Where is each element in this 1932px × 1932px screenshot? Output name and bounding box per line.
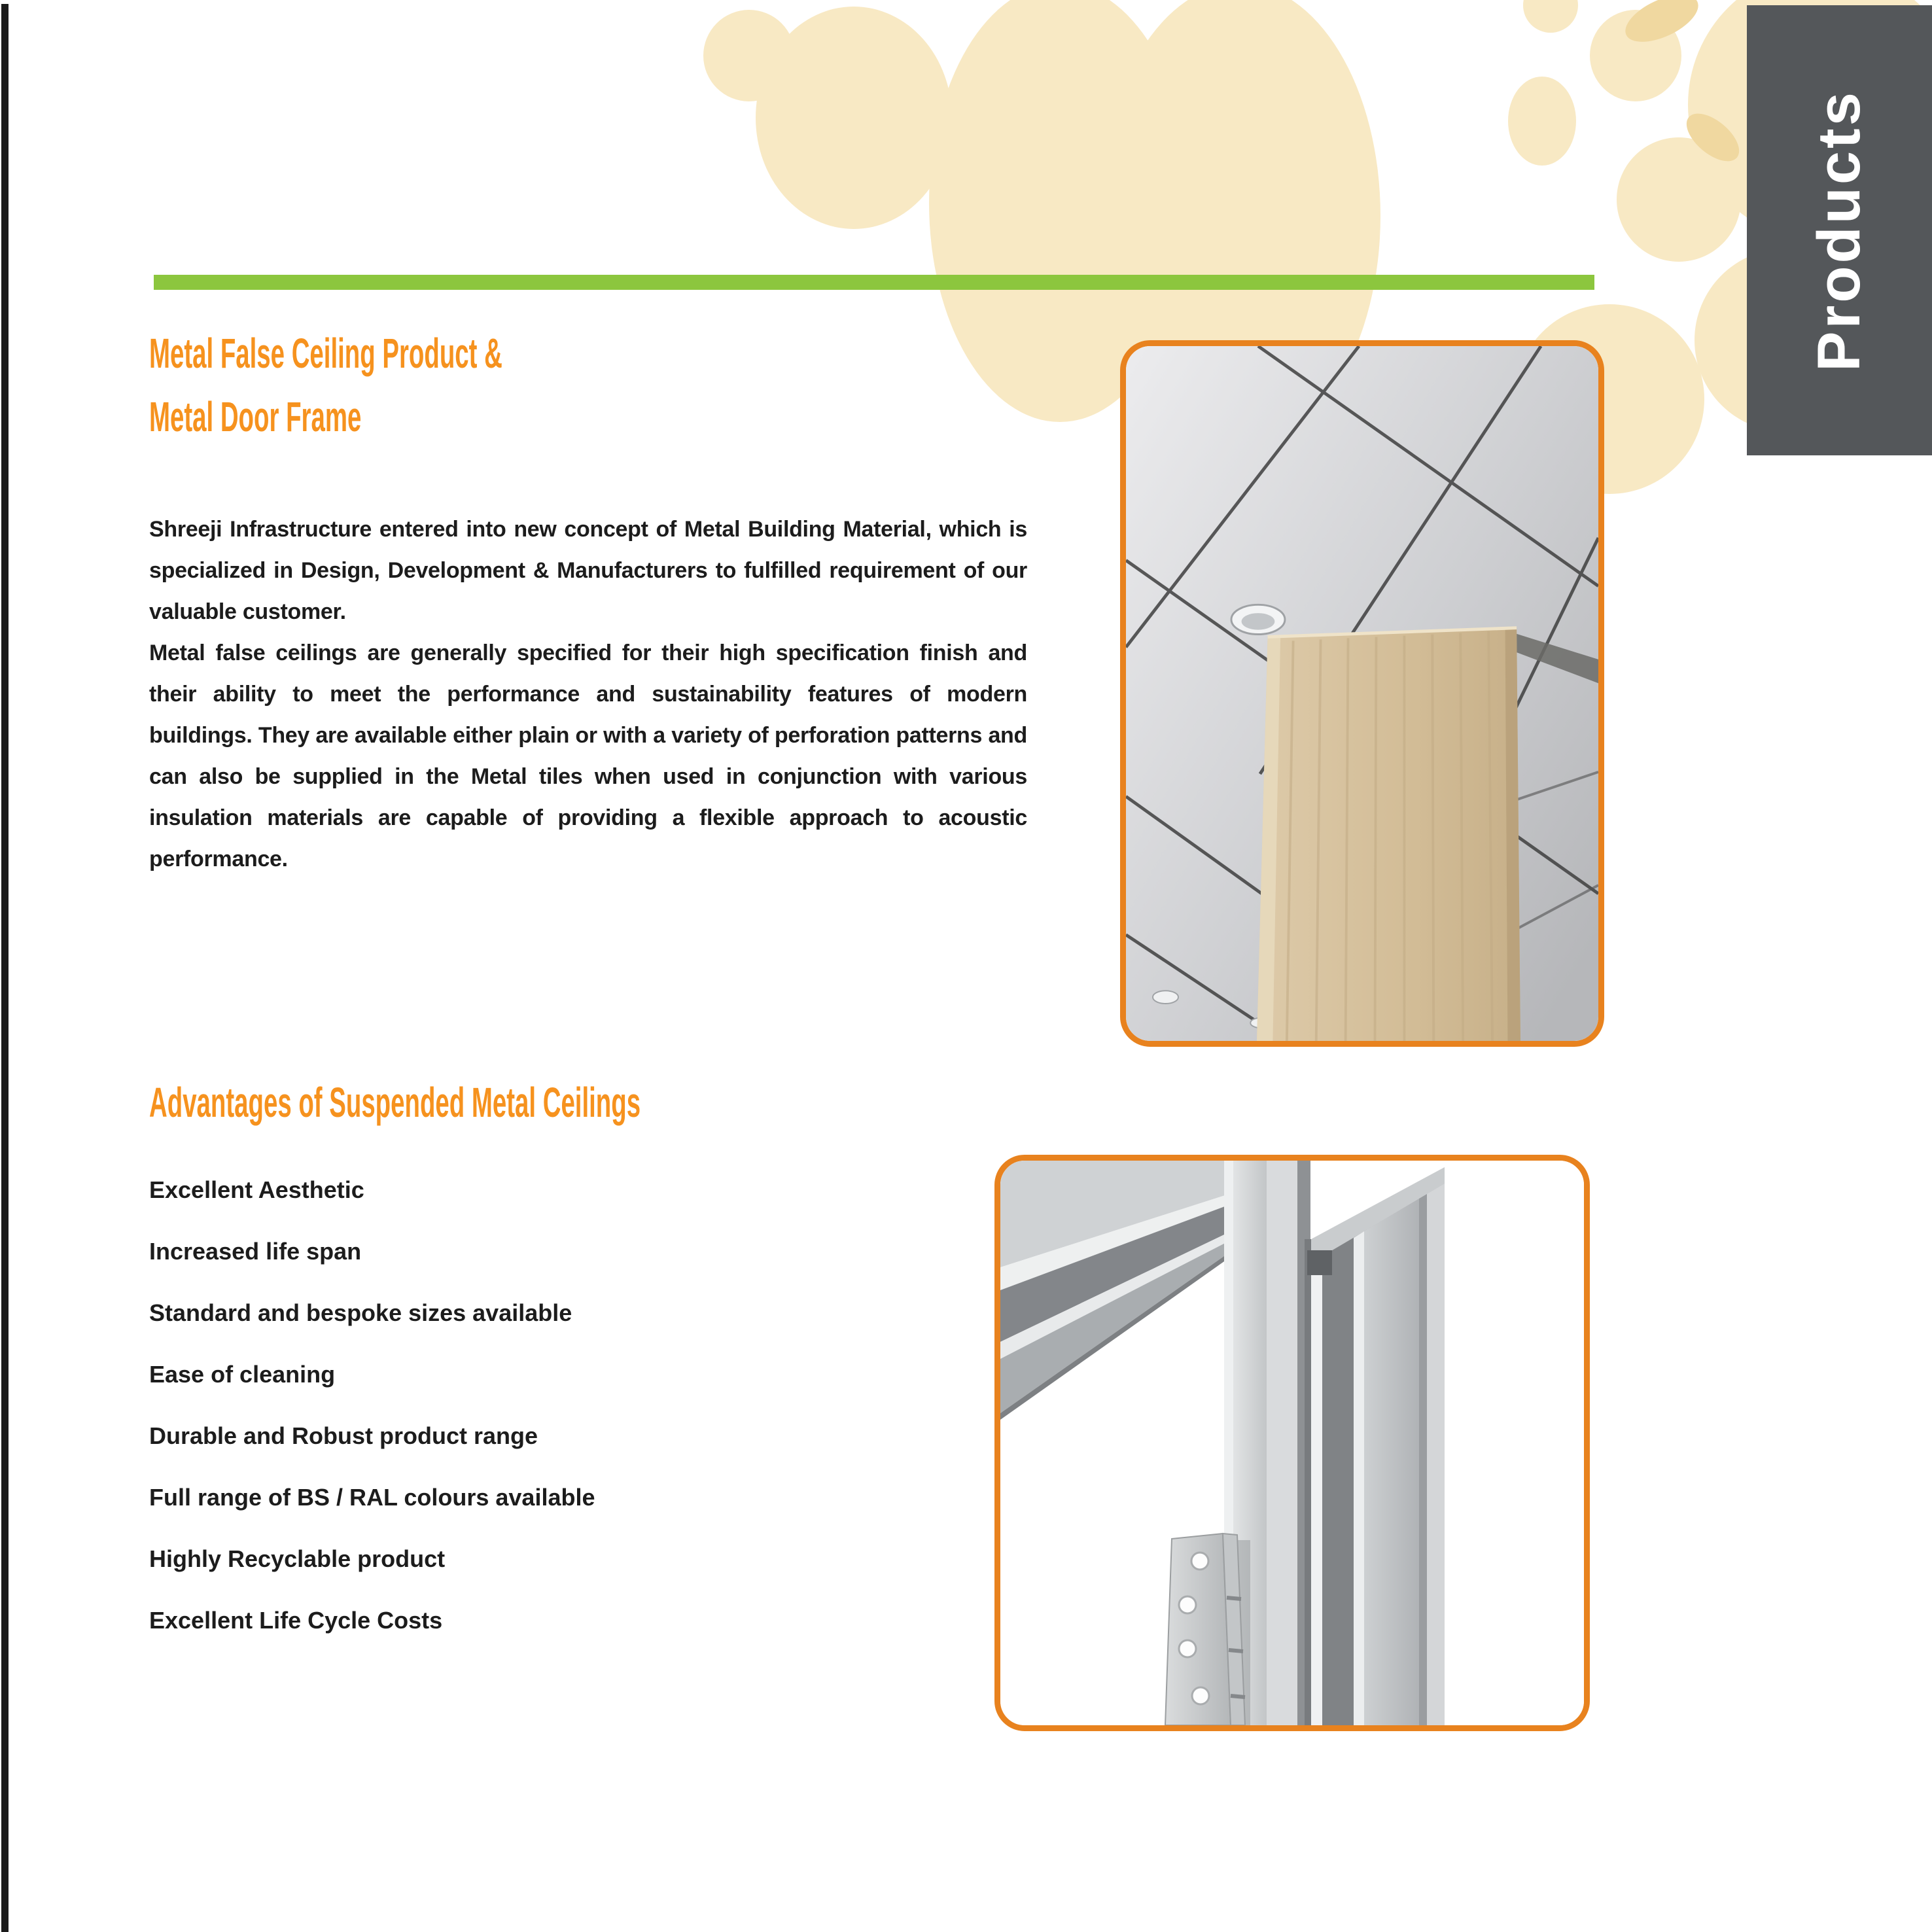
list-item: Highly Recyclable product [149, 1545, 446, 1572]
list-item: Excellent Life Cycle Costs [149, 1607, 443, 1634]
section2-heading-text: Advantages of Suspended Metal Ceilings [149, 1079, 641, 1126]
metal-false-ceiling-photo [1126, 346, 1598, 1041]
section1-heading-line2: Metal Door Frame [149, 393, 362, 440]
decor-circle [1508, 77, 1576, 166]
list-item: Increased life span [149, 1238, 362, 1265]
interlock-notch [1307, 1250, 1332, 1275]
section2-heading [149, 1076, 968, 1129]
ceiling-photo-frame [1120, 340, 1604, 1047]
left-edge-rule [1, 4, 9, 1932]
decor-circle [756, 7, 952, 229]
products-side-tab [1747, 5, 1932, 455]
intro-paragraphs [149, 509, 1027, 880]
frame-profile [1305, 1167, 1445, 1725]
metal-door-frame-photo [1000, 1161, 1584, 1725]
green-divider-rule [154, 275, 1594, 290]
decor-circle [1523, 0, 1578, 33]
list-item: Excellent Aesthetic [149, 1176, 364, 1203]
door-frame-photo-frame [994, 1155, 1590, 1731]
intro-paragraph-1: Shreeji Infrastructure entered into new concept of Metal Building Material, which is specialized in Design, Development & Manufacturers to fulfilled requirement of our valuable customer. [149, 517, 1027, 624]
intro-paragraph-2: Metal false ceilings are generally specified for their high specification finish and their ability to meet the performance and sustainability features of modern buildings. They are available either plain or with a variety of perforation patterns and can also be supplied in the Metal tiles when used in conjunction with various insulation materials are capable of providing a flexible approach to acoustic performance. [149, 641, 1027, 871]
side-tab-label: Products [1806, 89, 1873, 372]
light [1231, 605, 1285, 634]
list-item: Standard and bespoke sizes available [149, 1299, 572, 1326]
stone-column [1257, 628, 1520, 1041]
list-item: Durable and Robust product range [149, 1422, 538, 1449]
section1-heading [149, 322, 738, 449]
list-item: Full range of BS / RAL colours available [149, 1484, 595, 1511]
section1-heading-line1: Metal False Ceiling Product & [149, 330, 502, 377]
advantages-list [149, 1159, 595, 1651]
list-item: Ease of cleaning [149, 1361, 336, 1388]
hinge [1165, 1534, 1250, 1725]
